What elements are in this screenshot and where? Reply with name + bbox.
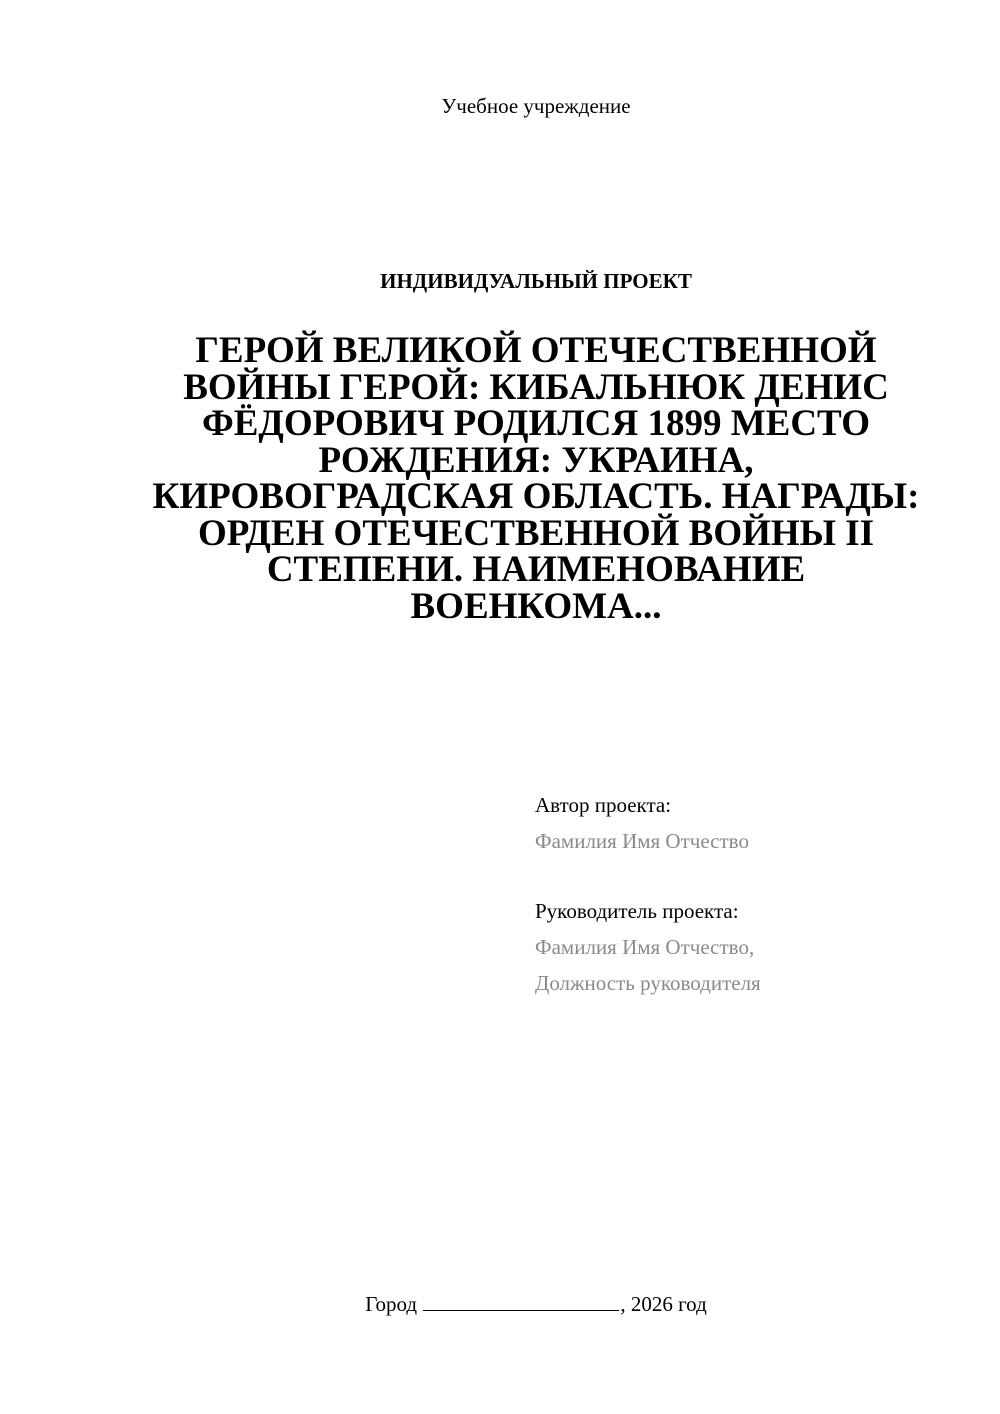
supervisor-label: Руководитель проекта: (535, 899, 739, 923)
footer-city-year (0, 1290, 1000, 1318)
supervisor-name: Фамилия Имя Отчество, (535, 935, 755, 959)
city-label: Город (365, 1292, 418, 1316)
author-block (535, 787, 749, 859)
supervisor-block (535, 893, 761, 1001)
author-label: Автор проекта: (535, 793, 672, 817)
author-name: Фамилия Имя Отчество (535, 829, 749, 853)
project-type: ИНДИВИДУАЛЬНЫЙ ПРОЕКТ (380, 269, 692, 293)
supervisor-position: Должность руководителя (535, 971, 761, 995)
city-blank-line (423, 1290, 619, 1311)
institution-name: Учебное учреждение (441, 94, 631, 118)
project-title: ГЕРОЙ ВЕЛИКОЙ ОТЕЧЕСТВЕННОЙ ВОЙНЫ ГЕРОЙ: КИБАЛЬНЮК ДЕНИС ФЁДОРОВИЧ РОДИЛСЯ 1899 МЕСТО РОЖДЕНИЯ: УКРАИНА, КИРОВОГРАДСКАЯ ОБЛАСТЬ. НАГРАДЫ: ОРДЕН ОТЕЧЕСТВЕННОЙ ВОЙНЫ II СТЕПЕНИ. НАИМЕНОВАНИЕ ВОЕНКОМА... (152, 330, 920, 627)
year-text: , 2026 год (620, 1292, 707, 1316)
